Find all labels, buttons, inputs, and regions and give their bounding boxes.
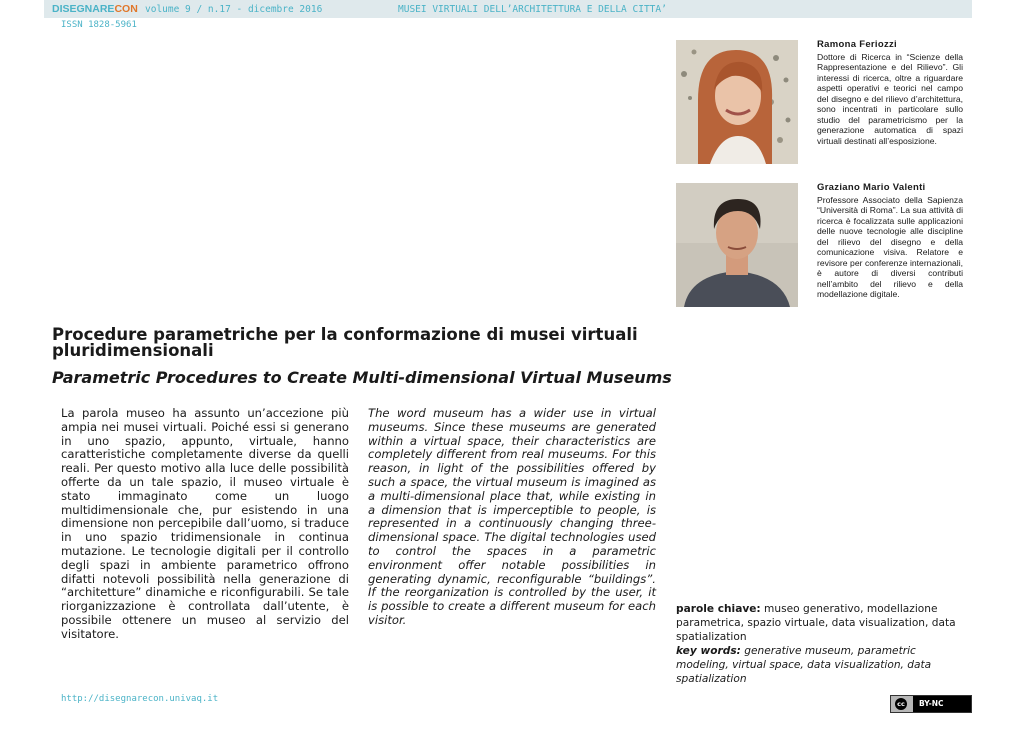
brand-part-1: DISEGNARE [52, 3, 115, 15]
title-italian: Procedure parametriche per la conformazione di musei virtuali pluridimensionali [52, 325, 638, 360]
abstract-english: The word museum has a wider use in virtual museums. Since these museums are generated within a virtual space, their characteristics are completely different from real museums. For this reason, in light of the possibilities offered by such a space, the virtual museum is imagined as a multi-dimensional place that, while existing in a dimension that is imperceptible to people, is represented in a continuously changing three-dimensional space. The digital technologies used to control the spaces in a parametric environment offer notable possibilities in generating dynamic, reconfigurable “buildings”. If the reorganization is controlled by the user, it is possible to create a different museum for each visitor. [368, 406, 656, 627]
license-label: BY-NC [913, 696, 971, 712]
issn: ISSN 1828-5961 [61, 20, 137, 30]
cc-symbol: cc [895, 698, 907, 710]
author-bio-valenti [817, 183, 963, 300]
journal-url-link[interactable]: http://disegnarecon.univaq.it [61, 694, 219, 704]
author-name: Graziano Mario Valenti [817, 182, 926, 193]
cc-license-badge[interactable] [890, 695, 972, 713]
brand-part-2: CON [114, 3, 138, 15]
keywords-italian-text: museo generativo, modellazione parametrica, spazio virtuale, data visualization, data spatialization [676, 603, 956, 643]
abstract-italian: La parola museo ha assunto un’accezione più ampia nei musei virtuali. Poiché essi si generano in uno spazio, appunto, virtuale, hanno caratteristiche completamente diverse da quelli reali. Per questo motivo alla luce delle possibilità offerte da un tale spazio, il museo virtuale è stato immaginato come un luogo multidimensionale che, pur esistendo in una dimensione non percepibile dall’uomo, si traduce in uno spazio tridimensionale in continua mutazione. Le tecnologie digitali per il controllo degli spazi in ambiente parametrico offrono difatti notevoli possibilità nella generazione di “architetture” dinamiche e riconfigurabili. Se tale riorganizzazione è controllata dall’utente, è possibile ottenere un museo al servizio del visitatore. [61, 406, 349, 641]
title-english: Parametric Procedures to Create Multi-dimensional Virtual Museums [52, 368, 672, 387]
keywords-english [676, 644, 968, 686]
author-bio-text: Professore Associato della Sapienza “Università di Roma”. La sua attività di ricerca è focalizzata sulle applicazioni delle nuove tecnologie alle discipline del rilievo del disegno e della comunicazione visiva. Relatore e revisore per conferenze internazionali, è autore di diversi contributi nell’ambito del rilievo e della modellazione digitale. [817, 194, 963, 299]
keywords-italian [676, 602, 968, 644]
journal-brand [52, 3, 138, 15]
author-photo-valenti [676, 183, 798, 307]
keywords-english-text: generative museum, parametric modeling, virtual space, data visualization, data spatialization [676, 645, 932, 685]
author-photo-feriozzi [676, 40, 798, 164]
author-name: Ramona Feriozzi [817, 39, 897, 50]
keywords-italian-label: parole chiave: [676, 603, 761, 615]
running-title: MUSEI VIRTUALI DELL’ARCHITETTURA E DELLA CITTA’ [398, 4, 667, 15]
keywords-block [676, 602, 968, 686]
keywords-english-label: key words: [676, 645, 741, 657]
cc-icon [891, 696, 913, 712]
volume-info: volume 9 / n.17 - dicembre 2016 [145, 4, 323, 15]
author-bio-feriozzi [817, 40, 963, 146]
author-bio-text: Dottore di Ricerca in “Scienze della Rappresentazione e del Rilievo”. Gli interessi di ricerca, oltre a riguardare aspetti operativi e teorici nel campo del disegno e del rilievo d’architettura, sono incentrati in particolare sullo studio del parametricismo per la generazione automatica di spazi virtuali destinati all’esposizione. [817, 51, 963, 146]
